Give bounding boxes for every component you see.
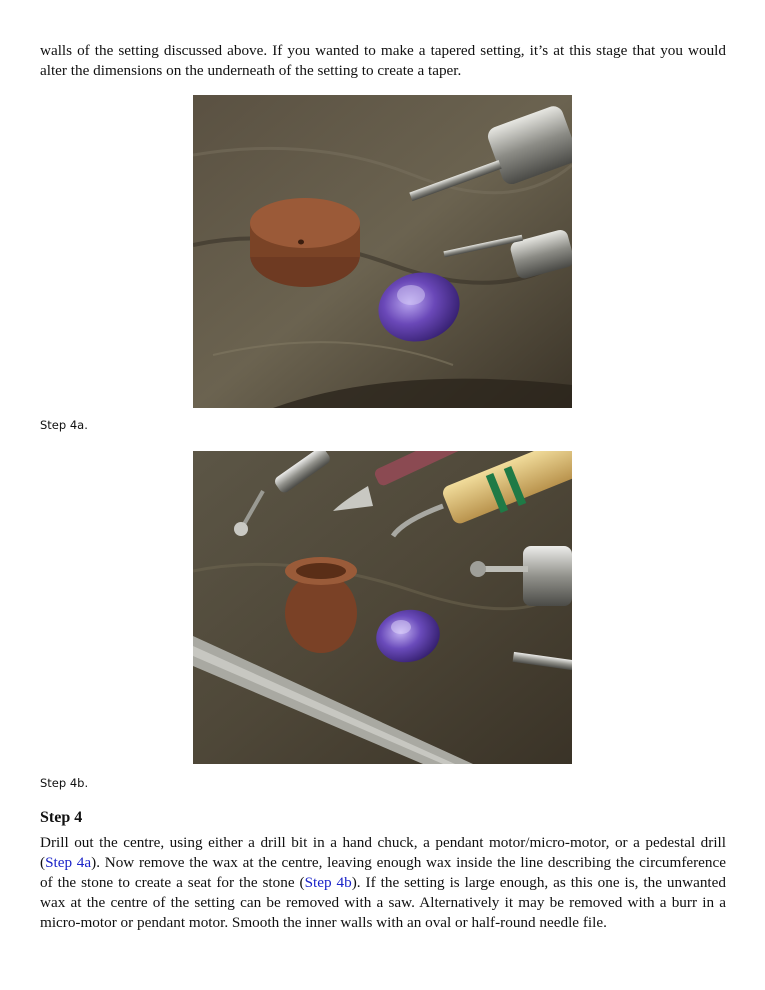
step-4-paragraph [40,833,726,933]
figure-caption-4b: Step 4b. [40,776,89,790]
step-4-text-part-2: ). Now remove the wax at the centre, leaving enough wax inside the line describing the circumference of the stone to create a seat for the stone ( [40,854,726,891]
step-4b-photo [193,451,572,764]
step-4-text-part-3: ). If the setting is large enough, as this one is, the unwanted wax at the centre of the setting can be removed with a saw. Alternatively it may be removed with a burr in a micro-motor or pendant motor. Smooth the inner walls with an oval or half-round needle file. [40,874,726,931]
step-4-text-part-1: Drill out the centre, using either a drill bit in a hand chuck, a pendant motor/micro-motor, or a pedestal drill ( [40,834,726,871]
step-4a-link[interactable]: Step 4a [45,854,92,871]
step-4-heading: Step 4 [40,809,83,826]
figure-caption-4a: Step 4a. [40,418,88,432]
step-4a-photo [193,95,572,408]
intro-paragraph: walls of the setting discussed above. If you wanted to make a tapered setting, it’s at this stage that you would alter the dimensions on the underneath of the setting to create a taper. [40,42,726,79]
step-4b-link[interactable]: Step 4b [304,874,352,891]
